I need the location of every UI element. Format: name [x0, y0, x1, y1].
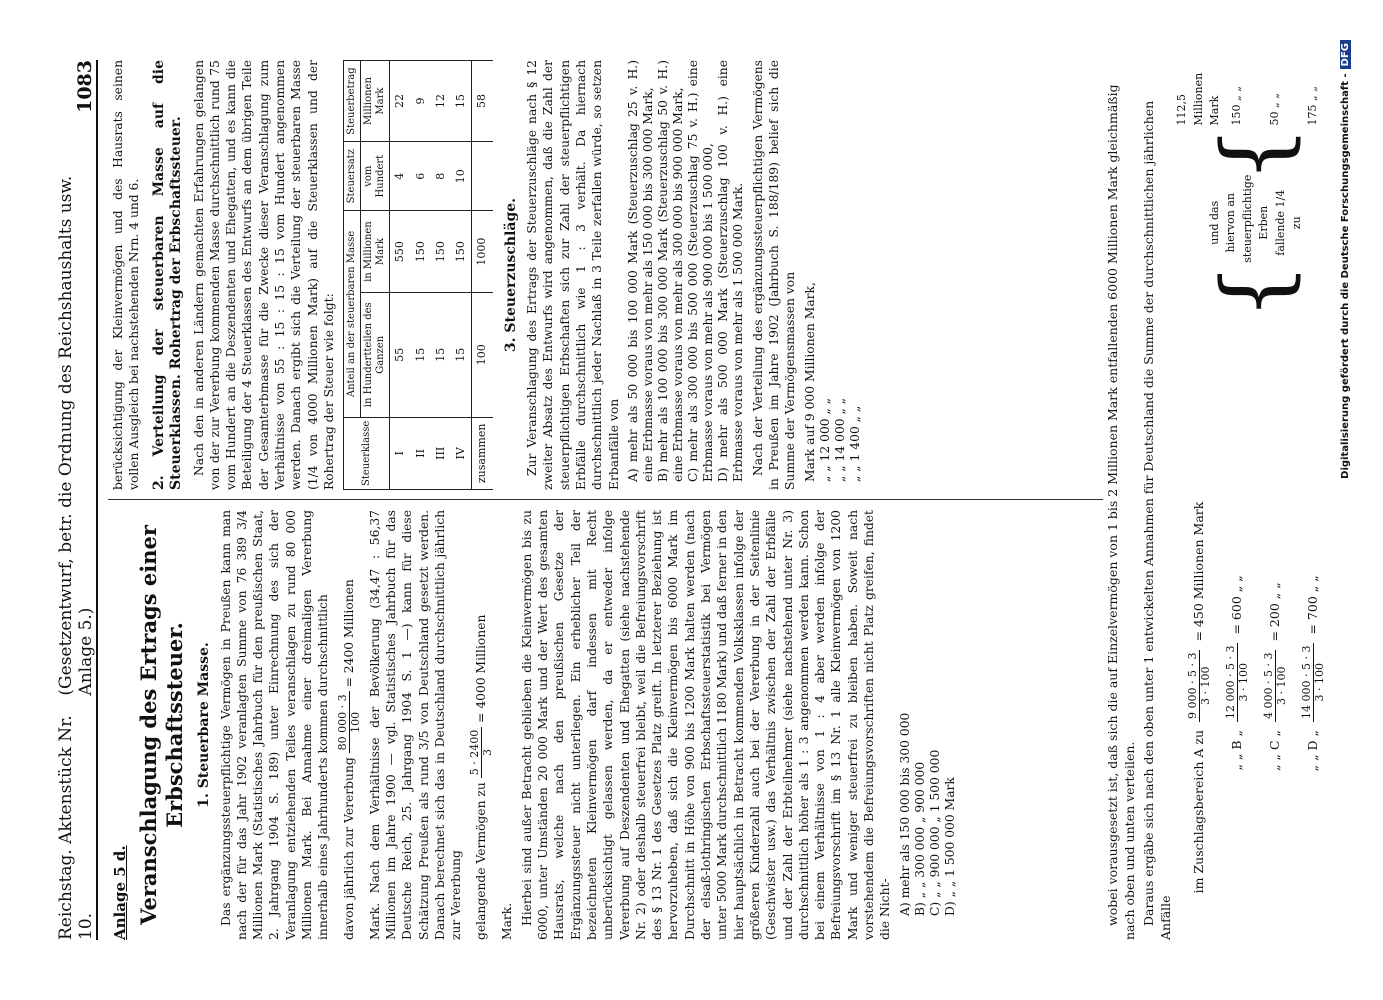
footer-text: Digitalisierung gefördert durch die Deutsche Forschungsgemeinschaft - [1340, 73, 1351, 479]
list-item: A) mehr als 150 000 bis 300 000 [897, 712, 912, 916]
list-item: D) „ „ 1 500 000 Mark [942, 777, 957, 916]
document-title: Veranschlagung des Ertrags einer Erbschaftssteuer. [136, 525, 188, 925]
paragraph: Zur Veranschlagung des Ertrags der Steuerzuschläge nach § 12 zweiter Absatz des Entwurfs wird angenommen, daß die Zahl der steuerpflichtigen Erbschaften sich zur Zahl der steuerpflichtigen Erbfälle durchschnittlich wie 1 : 3 verhält. Da hiernach durchschnittlich jeder Nachlaß in 3 Teile zerfallen würde, so setzen Erbanfälle von [525, 60, 621, 490]
page-header [56, 60, 98, 940]
calc-result: = 450 Millionen Mark [1190, 501, 1206, 642]
fraction-numerator: 12 000 · 5 · 3 [1225, 643, 1238, 722]
table-sum-row [472, 61, 493, 490]
table-header: Anteil an der steuerbaren Masse [344, 211, 361, 417]
table-cell: 1000 [472, 211, 493, 293]
calc-label: „ „ B „ [1228, 730, 1244, 771]
table-header: in Hundertteilen des Ganzen [361, 292, 390, 417]
right-column [110, 60, 867, 490]
calc-lines [1180, 320, 1332, 940]
calc-row [1218, 320, 1256, 940]
fraction [337, 691, 362, 753]
table-cell: 10 [451, 142, 472, 211]
list-item: „ „ 14 000 „ „ [832, 397, 847, 482]
paragraph: wobei vorausgesetzt ist, daß sich die auf Einzelvermögen von 1 bis 2 Millionen Mark entfallenden 6000 Millionen Mark gleichmäßig nach oben und unten verteilen. [1105, 84, 1137, 940]
fraction [1263, 650, 1288, 722]
header-left: Reichstag. Aktenstück Nr. 10. [56, 715, 96, 940]
brace-value: 150 „ „ [1229, 86, 1243, 126]
formula-text: davon jährlich zur Vererbung [341, 757, 356, 940]
bottom-section [1105, 60, 1332, 940]
table-cell: 4 [390, 142, 411, 211]
left-column [110, 510, 962, 940]
list-item: C) mehr als 300 000 bis 500 000 (Steuerzuschlag 75 v. H.) eine Erbmasse voraus von mehr als 900 000 bis 1 500 000, [685, 60, 715, 482]
table-header: Steuerklasse [344, 417, 390, 489]
table-header: in Millionen Mark [361, 211, 390, 293]
paragraph: Mark. [500, 902, 515, 940]
formula-text: gelangende Vermögen zu [474, 782, 489, 940]
header-middle: (Gesetzentwurf, betr. die Ordnung des Reichshaushalts usw. Anlage 5.) [56, 175, 96, 696]
brace-values [1175, 72, 1332, 126]
table-cell: 22 [390, 61, 411, 142]
list-item: „ „ 1 400 „ „ [847, 405, 862, 482]
table-cell: 150 [431, 211, 451, 293]
calc-row [1180, 320, 1218, 940]
section-heading-2: 2. Verteilung der steuerbaren Masse auf die Steuerklassen. Rohertrag der Erbschaftssteuer. [150, 60, 184, 490]
fraction-numerator: 14 000 · 5 · 3 [1301, 643, 1314, 722]
table-cell: 15 [451, 61, 472, 142]
anlage-label: Anlage 5 d. [111, 845, 129, 940]
table-cell: 58 [472, 61, 493, 142]
table-cell: 9 [411, 61, 431, 142]
table-cell: IV [451, 417, 472, 489]
list-item: B) „ „ 300 000 „ 900 000 [912, 761, 927, 916]
table-cell: 12 [431, 61, 451, 142]
table-cell: 550 [390, 211, 411, 293]
section-heading-3: 3. Steuerzuschläge. [502, 197, 519, 353]
table-row [390, 61, 411, 490]
table-cell: 55 [390, 292, 411, 417]
table-cell: zusammen [472, 417, 493, 489]
table-cell: 15 [451, 292, 472, 417]
brace-right: { [1203, 125, 1308, 183]
table-header: Millionen Mark [361, 61, 390, 142]
table-header: Steuersatz [344, 142, 361, 211]
table-cell: 15 [431, 292, 451, 417]
zuschlag-list [898, 510, 958, 916]
paragraph: Das ergänzungssteuerpflichtige Vermögen in Preußen kann man nach der für das Jahr 1902 veranlagten Summe von 76 389 3/4 Millionen Mark (Statistisches Jahrbuch für den preußischen Staat, 2. Jahrgang 1904 S. 189) unter Einrechnung des sich der Veranlagung entziehenden Teiles veranschlagen zu rund 80 000 Millionen Mark. Bei Annahme einer dreimaligen Vererbung innerhalb eines Jahrhunderts kommen durchschnittlich [218, 510, 331, 940]
brace-text: und das hiervon an steuerpflichtige Erben fallende 1/4 zu [1207, 174, 1303, 263]
paragraph: Nach der Verteilung des ergänzungssteuerpflichtigen Vermögens in Preußen im Jahre 1902 (Jahrbuch S. 188/189) belief sich die Summe der Vermögensmassen von [750, 60, 798, 490]
section-heading-1: 1. Steuerbare Masse. [196, 642, 213, 808]
table-cell: I [390, 417, 411, 489]
fraction-denominator: 3 · 100 [1236, 663, 1250, 702]
fraction [1225, 643, 1250, 722]
table-cell: 100 [472, 292, 493, 417]
formula [469, 510, 494, 940]
paragraph: Mark. Nach dem Verhältnisse der Bevölkerung (34,47 : 56,37 Millionen im Jahre 1900 — vgl. Statistisches Jahrbuch für das Deutsche Reich, 25. Jahrgang 1904 S. 1 —) kann für diese Schätzung Preußen als rund 3/5 von Deutschland gesetzt werden. Danach berechnet sich das in Deutschland durchschnittlich jährlich zur Vererbung [367, 510, 464, 940]
table-header: vom Hundert [361, 142, 390, 211]
calc-label: „ „ D „ [1304, 730, 1320, 772]
brace-left: { [1203, 262, 1308, 320]
zuschlag-calculation [1175, 60, 1332, 940]
table-cell: III [431, 417, 451, 489]
fraction-numerator: 80 000 · 3 [337, 691, 350, 753]
fraction-denominator: 3 · 100 [1198, 666, 1212, 706]
table-cell: 8 [431, 142, 451, 211]
fraction [1187, 650, 1212, 722]
fraction-denominator: 3 [481, 749, 495, 757]
brace-value: 175 „ „ [1305, 86, 1319, 126]
fraction [1301, 643, 1326, 722]
table-cell: II [411, 417, 431, 489]
table-cell: 15 [411, 292, 431, 417]
list-item: Mark auf 9 000 Millionen Mark, [802, 282, 817, 482]
brace-value: 50 „ „ [1267, 93, 1281, 126]
digitization-footer [1340, 0, 1351, 1000]
calc-result: = 200 „ „ [1266, 582, 1282, 642]
list-item: B) mehr als 100 000 bis 300 000 Mark (Steuerzuschlag 50 v. H.) eine Erbmasse voraus von mehr als 300 000 bis 900 000 Mark, [655, 60, 685, 482]
table-cell [472, 142, 493, 211]
table-row [411, 61, 431, 490]
erbanfall-list [626, 60, 746, 482]
fraction-numerator: 9 000 · 5 · 3 [1187, 650, 1200, 722]
list-item: D) mehr als 500 000 Mark (Steuerzuschlag 100 v. H.) eine Erbmasse voraus von mehr als 1 500 000 Mark. [715, 60, 745, 482]
calc-label: „ „ C „ [1266, 730, 1282, 771]
tax-table [343, 60, 492, 490]
mass-list [803, 60, 863, 482]
fraction-denominator: 100 [348, 711, 362, 733]
brace-group [1175, 72, 1332, 320]
list-item: C) „ „ 900 000 „ 1 500 000 [927, 749, 942, 916]
calc-result: = 700 „ „ [1304, 575, 1320, 635]
calc-result: = 600 „ „ [1228, 575, 1244, 635]
dfg-logo: DFG [1340, 40, 1351, 69]
fraction-denominator: 3 · 100 [1312, 663, 1326, 702]
formula-result: = 4000 Millionen [474, 614, 489, 723]
column-divider [108, 499, 1103, 500]
table-row [431, 61, 451, 490]
fraction-numerator: 4 000 · 5 · 3 [1263, 650, 1276, 722]
list-item: A) mehr als 50 000 bis 100 000 Mark (Steuerzuschlag 25 v. H.) eine Erbmasse voraus von mehr als 150 000 bis 300 000 Mark, [625, 60, 655, 482]
page-number: 1083 [74, 60, 96, 113]
fraction-numerator: 5 · 2400 [469, 727, 482, 778]
paragraph: Nach den in anderen Ländern gemachten Erfahrungen gelangen von der zur Vererbung kommenden Masse durchschnittlich rund 75 vom Hundert an die Deszendenten und Ehegatten, und es kann die Beteiligung der 4 Steuerklassen des Entwurfs an dem übrigen Teile der Gesamterbmasse für die Zwecke dieser Veranschlagung zum Verhältnisse von 55 : 15 : 15 : 15 vom Hundert angenommen werden. Danach ergibt sich die Verteilung der steuerbaren Masse (1/4 von 4000 Millionen Mark) auf die Steuerklassen und der Rohertrag der Steuer wie folgt: [191, 60, 336, 490]
formula [337, 510, 362, 940]
paragraph: berücksichtigung der Kleinvermögen und des Hausrats seinen vollen Ausgleich bei nachstehenden Nrn. 4 und 6. [111, 60, 142, 490]
paragraph: Hierbei sind außer Betracht geblieben die Kleinvermögen bis zu 6000, unter Umständen 20 000 Mark und der Wert des gesamten Hausrats, welche nach den preußischen Gesetze der Ergänzungssteuer nicht unterliegen. Ein erheblicher Teil der bezeichneten Kleinvermögen darf indessen mit Recht unberücksichtigt gelassen werden, da er entweder infolge Vererbung auf Deszendenten und Ehegatten (siehe nachstehende Nr. 2) oder deshalb steuerfrei bleibt, weil die Befreiungsvorschrift des § 13 Nr. 1 des Gesetzes Platz greift. In letzterer Beziehung ist hervorzuheben, daß sich die Kleinvermögen bis 6000 Mark im Durchschnitt in Höhe von 900 bis 1200 Mark halten werden (nach der elsaß-lothringischen Erbschaftssteuerstatistik bei Vermögen unter 5000 Mark durchschnittlich 1180 Mark) und daß ferner in den hier hauptsächlich in Betracht kommenden Volksklassen infolge der größeren Kinderzahl auch bei der Vererbung in der Seitenlinie (Geschwister usw.) das Verhältnis zwischen der Zahl der Erbfälle und der Zahl der Erbteilnehmer (siehe nachstehend unter Nr. 3) durchschnittlich höher als 1 : 3 angenommen werden kann. Schon bei einem Verhältnisse von 1 : 4 aber werden infolge der Befreiungsvorschrift im § 13 Nr. 1 alle Kleinvermögen von 1200 Mark und weniger steuerfrei zu bleiben haben. Soweit nach vorstehendem die Befreiungsvorschriften nicht Platz greifen, findet die Nicht- [519, 510, 893, 940]
calc-label: im Zuschlagsbereich A zu [1190, 730, 1206, 894]
table-cell: 150 [451, 211, 472, 293]
calc-row [1294, 320, 1332, 940]
table-header: Steuerbetrag [344, 61, 361, 142]
formula-result: = 2400 Millionen [341, 579, 356, 688]
table-cell: 150 [411, 211, 431, 293]
table-row [451, 61, 472, 490]
fraction [469, 727, 494, 778]
table-cell: 6 [411, 142, 431, 211]
fraction-denominator: 3 · 100 [1274, 666, 1288, 706]
list-item: „ „ 12 000 „ „ [817, 397, 832, 482]
paragraph: Daraus ergäbe sich nach den oben unter 1 entwickelten Annahmen für Deutschland die Summe der durchschnittlichen jährlichen Anfälle [1141, 100, 1173, 940]
brace-value: 112,5 Millionen Mark [1175, 72, 1222, 126]
calc-row [1256, 320, 1294, 940]
